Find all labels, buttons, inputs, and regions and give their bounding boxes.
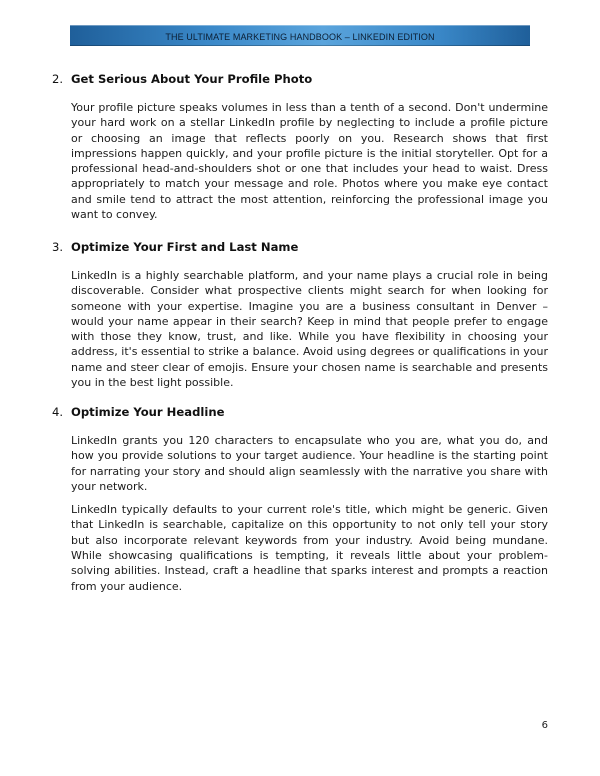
section-title: Optimize Your First and Last Name [71, 240, 299, 254]
section-title: Optimize Your Headline [71, 405, 225, 419]
section-headline [52, 405, 548, 602]
header-title: THE ULTIMATE MARKETING HANDBOOK – LINKEDIN EDITION [165, 32, 435, 42]
section-heading [52, 240, 548, 254]
section-heading [52, 72, 548, 86]
section-paragraph: LinkedIn is a highly searchable platform, and your name plays a crucial role in being discoverable. Consider what prospective clients might search for when looking for someone with your expertise. Imagine you are a business consultant in Denver – would your name appear in their search? Keep in mind that people prefer to engage with those they know, trust, and like. While you have flexibility in choosing your address, it's essential to strike a balance. Avoid using degrees or qualifications in your name and steer clear of emojis. Ensure your chosen name is searchable and presents you in the best light possible. [71, 269, 548, 390]
section-name [52, 240, 548, 398]
section-number: 2. [52, 72, 64, 86]
section-number: 4. [52, 405, 64, 419]
section-profile-photo [52, 72, 548, 230]
header-banner [70, 25, 530, 46]
section-paragraph: LinkedIn typically defaults to your current role's title, which might be generic. Given that LinkedIn is searchable, capitalize on this opportunity to not only tell your story but also incorporate relevant keywords from your industry. Avoid being mundane. While showcasing qualifications is tempting, it reveals little about your problem-solving abilities. Instead, craft a headline that sparks interest and prompts a reaction from your audience. [71, 503, 548, 593]
section-number: 3. [52, 240, 64, 254]
section-paragraph: LinkedIn grants you 120 characters to encapsulate who you are, what you do, and how you provide solutions to your target audience. Your headline is the starting point for narrating your story and should align seamlessly with the narrative you share with your network. [71, 434, 548, 493]
section-heading [52, 405, 548, 419]
section-paragraph: Your profile picture speaks volumes in less than a tenth of a second. Don't undermine your hard work on a stellar LinkedIn profile by neglecting to include a profile picture or choosing an image that reflects poorly on you. Research shows that first impressions happen quickly, and your profile picture is the initial storyteller. Opt for a professional head-and-shoulders shot or one that includes your head to waist. Dress appropriately to match your message and role. Photos where you make eye contact and smile tend to attract the most attention, reinforcing the professional image you want to convey. [71, 101, 548, 222]
page-number: 6 [541, 720, 548, 731]
section-title: Get Serious About Your Profile Photo [71, 72, 313, 86]
